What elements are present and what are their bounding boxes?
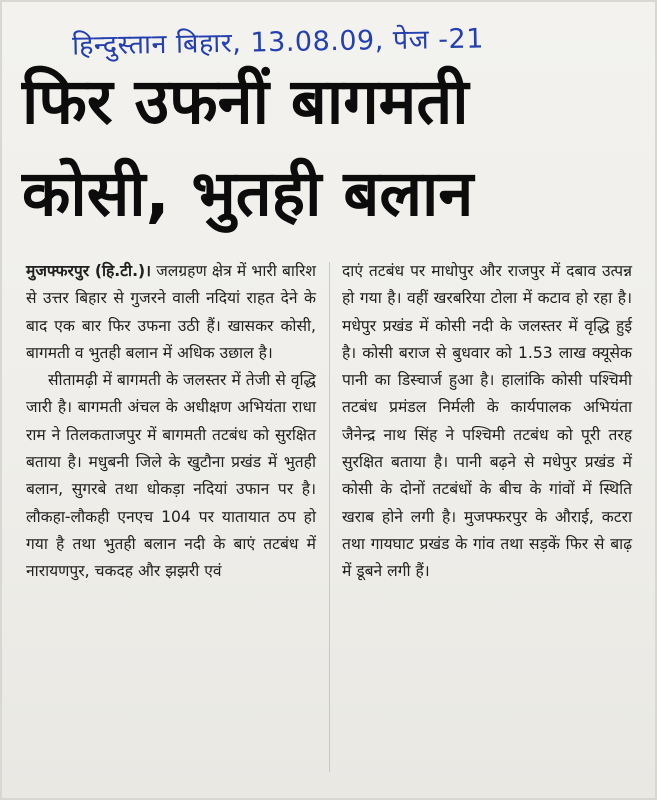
article-column-left xyxy=(26,258,316,586)
paragraph-1-text: जलग्रहण क्षेत्र में भारी बारिश से उत्तर बिहार से गुजरने वाली नदियां राहत देने के बाद एक बार फिर उफना उठी हैं। खासकर कोसी, बागमती व भुतही बलान में अधिक उछाल है। xyxy=(26,262,316,362)
headline-line-2: कोसी, भुतही बलान xyxy=(22,157,474,230)
article-paragraph-2: सीतामढ़ी में बागमती के जलस्तर में तेजी से वृद्धि जारी है। बागमती अंचल के अधीक्षण अभियंता राधा राम ने तिलकताजपुर में बागमती तटबंध को सुरक्षित बताया है। मधुबनी जिले के खुटौना प्रखंड में भुतही बलान, सुगरबे तथा धोकड़ा नदियां उफान पर है। लौकहा-लौकही एनएच 104 पर यातायात ठप हो गया है तथा भुतही बलान नदी के बाएं तटबंध में नारायणपुर, चकदह और झझरी एवं xyxy=(26,371,316,581)
dateline: मुजफ्फरपुर (हि.टी.)। xyxy=(26,262,152,280)
handwritten-source-note: हिन्दुस्तान बिहार, 13.08.09, पेज -21 xyxy=(71,23,485,62)
article-paragraph-3: दाएं तटबंध पर माधोपुर और राजपुर में दबाव उत्पन्न हो गया है। वहीं खरबरिया टोला में कटाव हो रहा है। मधेपुर प्रखंड में कोसी नदी के जलस्तर में वृद्धि हुई है। कोसी बराज से बुधवार को 1.53 लाख क्यूसेक पानी का डिस्चार्ज हुआ है। हालांकि कोसी पश्चिमी तटबंध प्रमंडल निर्मली के कार्यपालक अभियंता जैनेन्द्र नाथ सिंह ने पश्चिमी तटबंध को पूरी तरह सुरक्षित बताया है। पानी बढ़ने से मधेपुर प्रखंड में कोसी के दोनों तटबंधों के बीच के गांवों में स्थिति खराब होने लगी है। मुजफ्फरपुर के औराई, कटरा तथा गायघाट प्रखंड के गांव तथा सड़कें फिर से बाढ़ में डूबने लगी हैं। xyxy=(342,262,632,581)
column-divider xyxy=(329,262,330,772)
headline xyxy=(22,56,637,240)
article-column-right xyxy=(342,258,632,586)
article-paragraph-1 xyxy=(26,258,316,367)
headline-line-1: फिर उफनीं बागमती xyxy=(22,65,469,138)
